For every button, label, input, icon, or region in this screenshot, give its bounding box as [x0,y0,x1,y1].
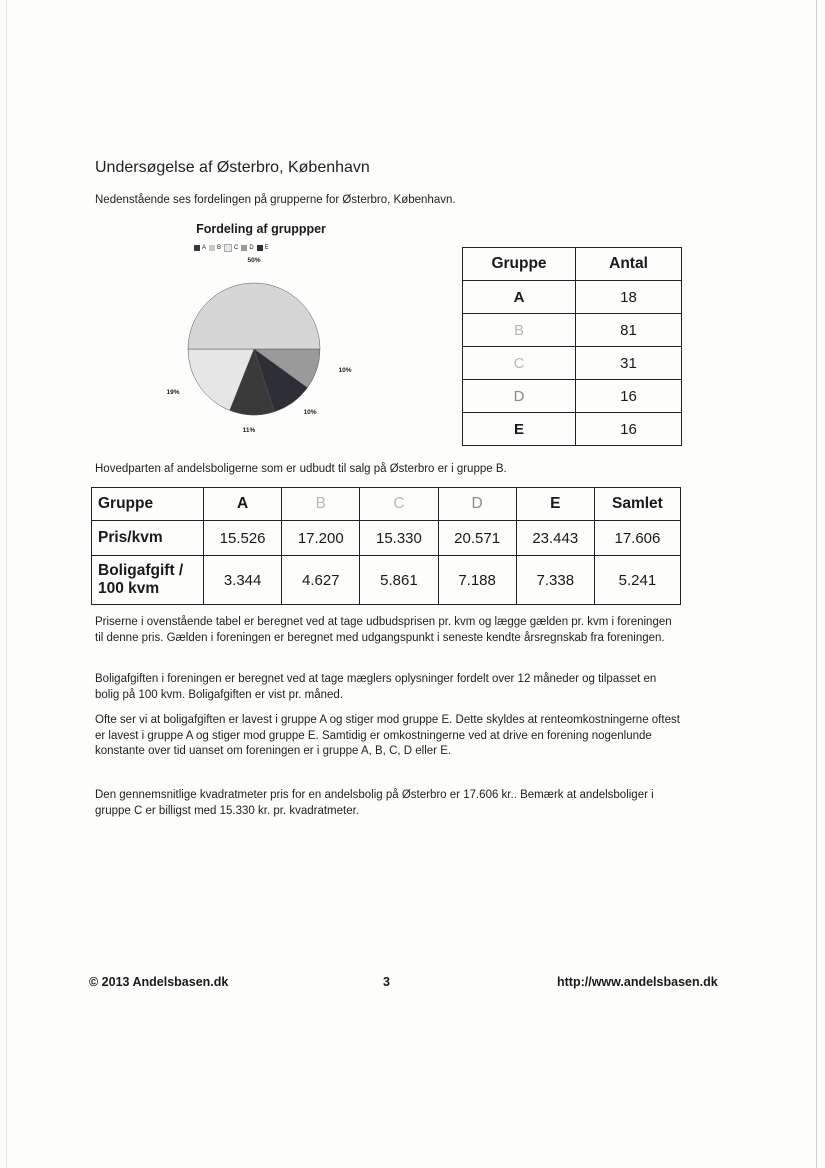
table-cell: 7.188 [438,556,516,605]
legend-item-d: D [241,245,253,251]
column-header-count: Antal [576,248,682,281]
row-label-line2: 100 kvm [98,580,160,597]
table-row [463,413,682,446]
table-header-row [92,488,681,521]
group-cell: D [463,380,576,413]
count-cell: 81 [576,314,682,347]
page-edge-right [816,0,817,1168]
table-header-row [463,248,682,281]
table-cell: 15.526 [204,521,282,556]
table-row [463,347,682,380]
table-cell: 5.241 [594,556,680,605]
table-cell: 23.443 [516,521,594,556]
group-cell: B [463,314,576,347]
table-row [463,380,682,413]
table-cell: 3.344 [204,556,282,605]
table-row [463,281,682,314]
paragraph: Priserne i ovenstående tabel er beregnet ved at tage udbudsprisen pr. kvm og lægge gælden pr. kvm i foreningen til denne pris. Gælden i foreningen er beregnet med udgangspunkt i seneste kendte årsregnskab fra foreningen. [95,616,672,644]
table-row-fee [92,556,681,605]
group-cell: E [463,413,576,446]
table-cell: 15.330 [360,521,438,556]
table-cell: 4.627 [282,556,360,605]
pie-svg [160,222,360,442]
table-cell: 20.571 [438,521,516,556]
paragraph: Ofte ser vi at boligafgiften er lavest i gruppe A og stiger mod gruppe E. Dette skyldes at renteomkostningerne oftest er lavest i gruppe A og stiger mod gruppe E. Samtidig er omkostningerne ved at drive en forening nogenlunde konstante over tid uanset om foreningen er i gruppe A, B, C, D eller E. [95,714,680,757]
pie-slice-b [188,283,320,349]
footer-copyright: © 2013 Andelsbasen.dk [89,975,229,989]
pie-label-a: 11% [242,427,256,434]
legend-item-e: E [257,245,269,251]
row-label: Pris/kvm [92,521,204,556]
price-table [91,487,681,605]
group-cell: A [463,281,576,314]
footer-url[interactable]: http://www.andelsbasen.dk [557,975,718,989]
row-label-line1: Boligafgift / [98,562,184,579]
table-cell: 5.861 [360,556,438,605]
column-header-e: E [516,488,594,521]
column-header-a: A [204,488,282,521]
pie-label-e: 10% [303,409,317,416]
paragraph: Boligafgiften i foreningen er beregnet ved at tage mæglers oplysninger fordelt over 12 måneder og tilpasset en bolig på 100 kvm. Boligafgiften er vist pr. måned. [95,673,657,701]
pie-label-b: 50% [247,257,261,264]
summary-sentence: Hovedparten af andelsboligerne som er udbudt til salg på Østerbro er i gruppe B. [95,463,507,475]
count-cell: 16 [576,380,682,413]
table-cell: 17.200 [282,521,360,556]
intro-text: Nedenstående ses fordelingen på grupperne for Østerbro, København. [95,194,456,206]
table-cell: 7.338 [516,556,594,605]
column-header-total: Samlet [594,488,680,521]
column-header-group: Gruppe [92,488,204,521]
column-header-b: B [282,488,360,521]
legend-item-c: C [224,244,238,252]
pie-chart [160,222,360,442]
legend-item-a: A [194,245,206,251]
count-cell: 18 [576,281,682,314]
page-title: Undersøgelse af Østerbro, København [95,159,370,176]
column-header-group: Gruppe [463,248,576,281]
chart-title: Fordeling af gruppper [196,222,326,236]
count-cell: 16 [576,413,682,446]
column-header-c: C [360,488,438,521]
legend-item-b: B [209,245,221,251]
group-count-table [462,247,682,446]
pie-label-c: 19% [166,389,180,396]
paragraph: Den gennemsnitlige kvadratmeter pris for en andelsbolig på Østerbro er 17.606 kr.. Bemærk at andelsboliger i gruppe C er billigst med 15.330 kr. pr. kvadratmeter. [95,789,654,817]
group-cell: C [463,347,576,380]
column-header-d: D [438,488,516,521]
table-cell: 17.606 [594,521,680,556]
footer-page-number: 3 [383,975,390,989]
pie-label-d: 10% [338,367,352,374]
table-row-price-per-sqm [92,521,681,556]
table-row [463,314,682,347]
row-label [92,556,204,605]
page-edge-left [6,0,7,1168]
count-cell: 31 [576,347,682,380]
